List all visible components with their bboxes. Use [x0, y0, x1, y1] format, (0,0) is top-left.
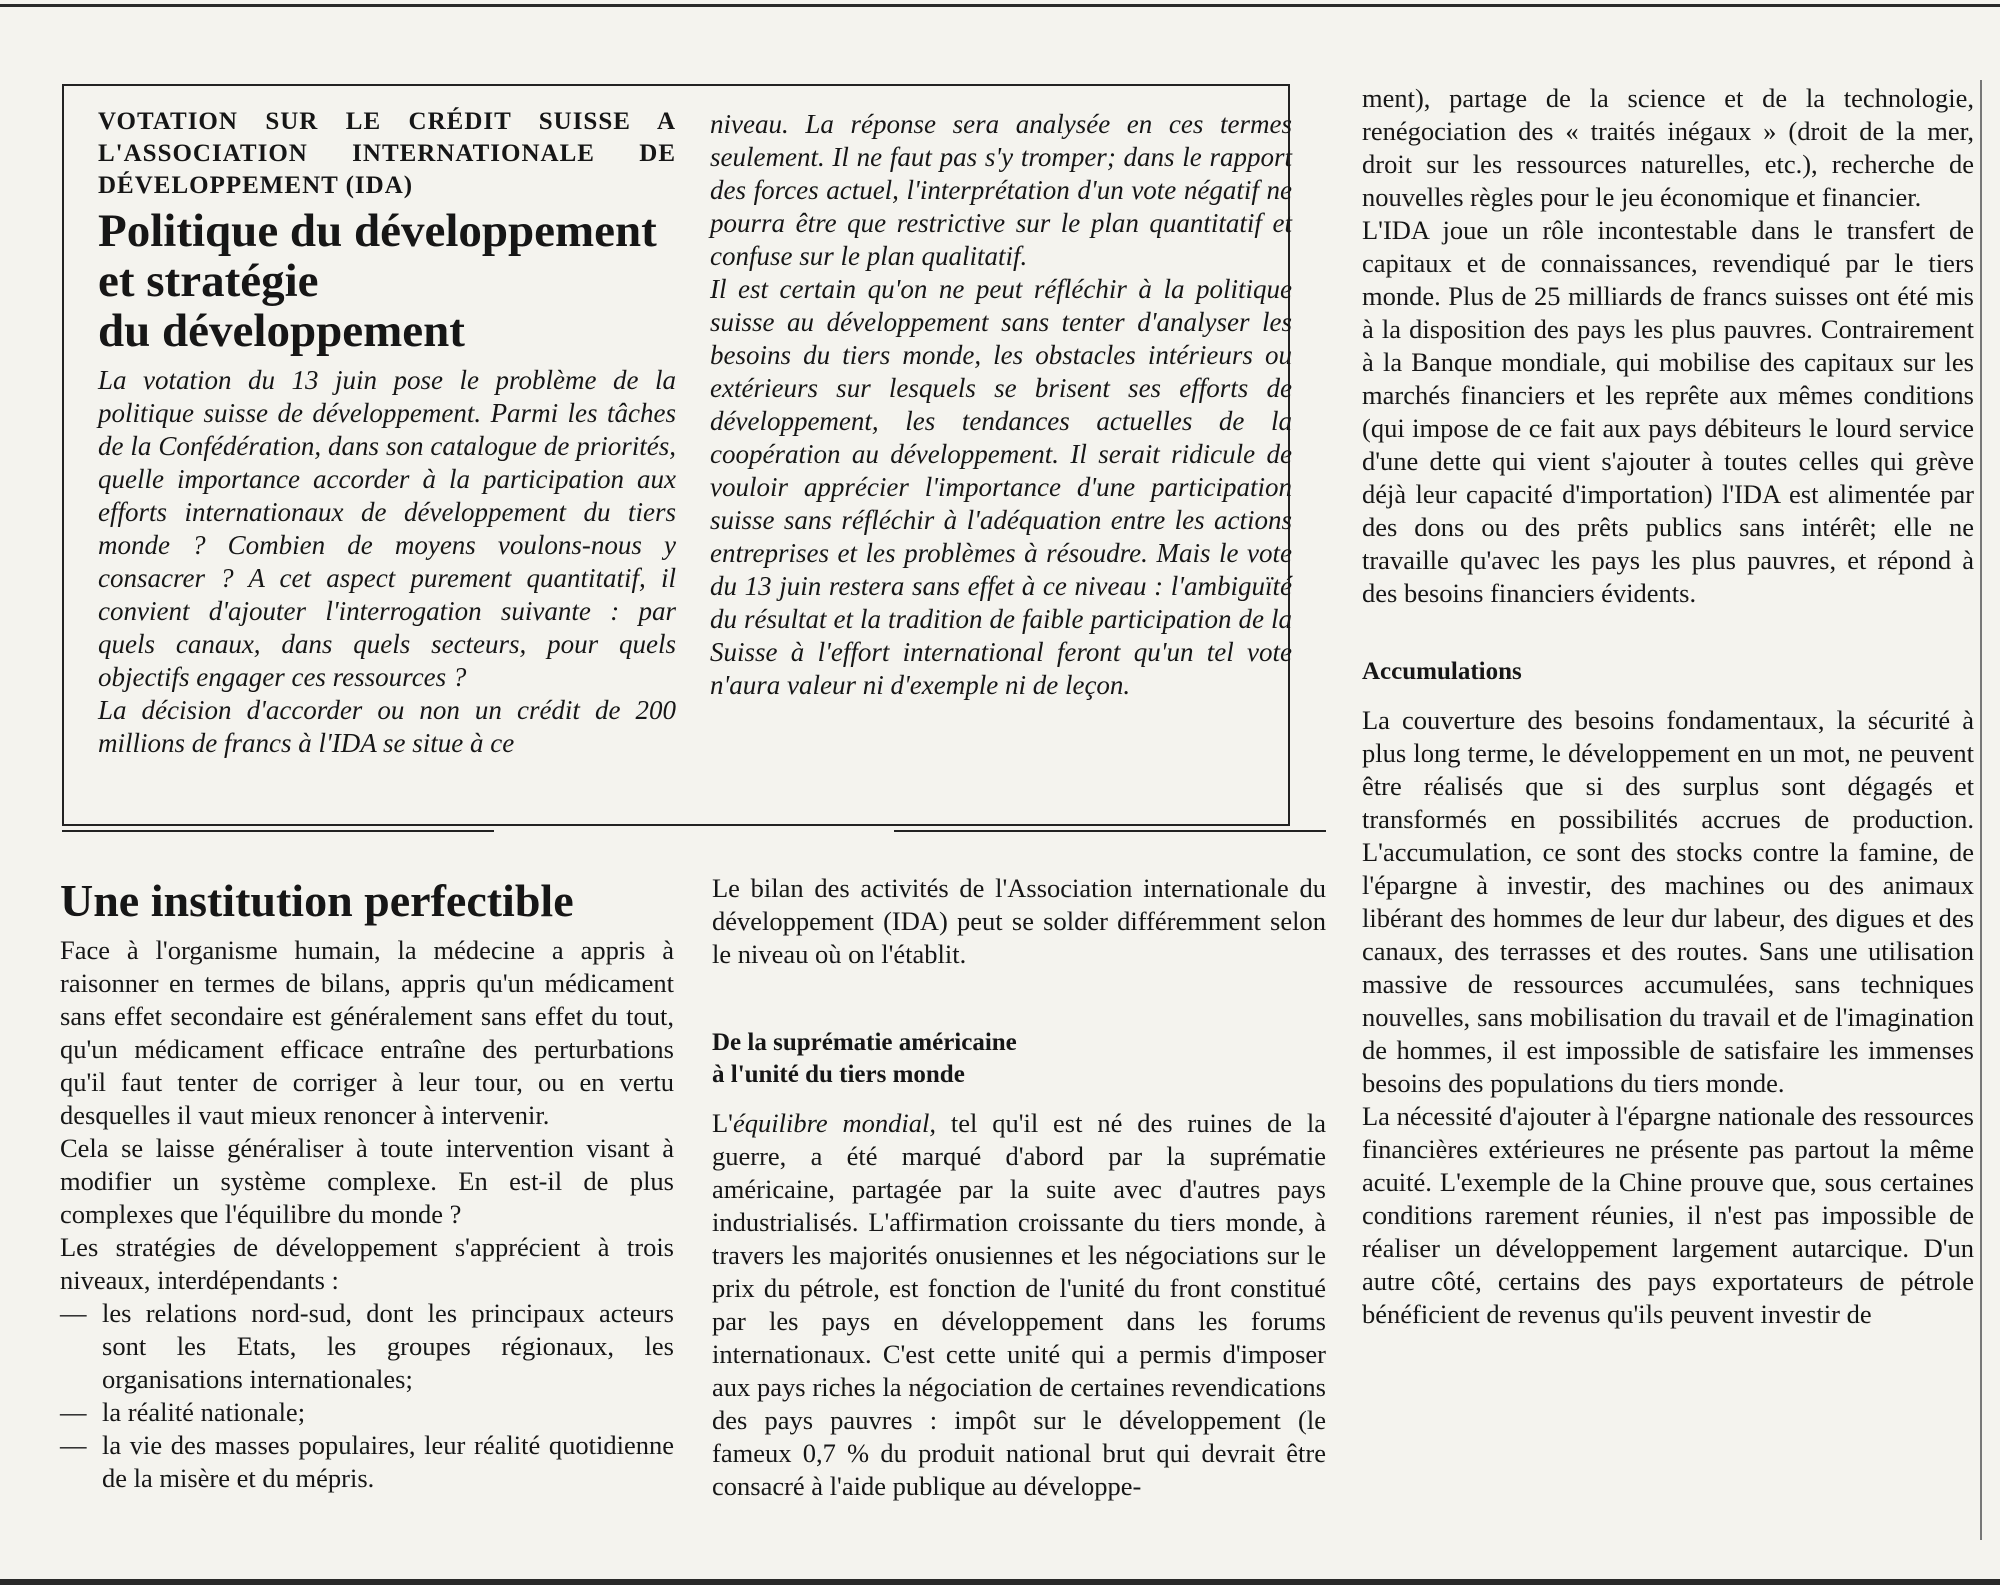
kicker: VOTATION SUR LE CRÉDIT SUISSE A L'ASSOCIATION INTERNATIONALE DE DÉVELOPPEMENT (IDA) [98, 108, 676, 199]
list-item-text: les relations nord-sud, dont les principaux acteurs sont les Etats, les groupes régionaux, les organisations internationales; [102, 1298, 674, 1394]
right-paragraph-3: La couverture des besoins fondamentaux, la sécurité à plus long terme, le développement en un mot, ne peuvent être réalisés que si des surplus sont dégagés et transformés en possibilités accrues de production. L'accumulation, ce sont des stocks contre la famine, de l'épargne à investir, des machines ou des animaux libérant des hommes de leur dur labeur, des digues et des canaux, des terrasses et des routes. Sans une utilisation massive de ressources accumulées, sans techniques nouvelles, sans mobilisation du travail et de l'imagination de hommes, il est impossible de satisfaire les immenses besoins des populations du tiers monde. [1362, 705, 1974, 1098]
right-paragraph-4: La nécessité d'ajouter à l'épargne nationale des ressources financières extérieures ne présente pas partout la même acuité. L'exemple de la Chine prouve que, sous certaines conditions rarement réunies, il n'est pas impossible de réaliser un développement largement autarcique. D'un autre côté, certains des pays exportateurs de pétrole bénéficient de revenus qu'ils peuvent investir de [1362, 1101, 1974, 1329]
list-item [60, 1429, 674, 1495]
box-title-line-3: du développement [98, 305, 465, 357]
article-title: Une institution perfectible [60, 875, 574, 926]
intro-column-2 [710, 108, 1292, 702]
article-column-2 [712, 872, 1326, 1503]
intro-paragraph-1: La votation du 13 juin pose le problème de la politique suisse de développement. Parmi les tâches de la Confédération, dans son catalogue de priorités, quelle importance accorder à la participation aux efforts internationaux de développement du tiers monde ? Combien de moyens voulons-nous y consacrer ? A cet aspect purement quantitatif, il convient d'ajouter l'interrogation suivante : par quels canaux, dans quels secteurs, pour quels objectifs engager ces ressources ? [98, 365, 676, 692]
subheading-line-1: De la suprématie américaine [712, 1029, 1017, 1056]
intro-paragraph-2: La décision d'accorder ou non un crédit de 200 millions de francs à l'IDA se situe à ce [98, 695, 676, 758]
article-paragraph-3: Les stratégies de développement s'apprécient à trois niveaux, interdépendants : [60, 1232, 674, 1295]
text-rest: tel qu'il est né des ruines de la guerre, a été marqué d'abord par la suprématie américaine, partagée par la suite avec d'autres pays industrialisés. L'affirmation croissante du tiers monde, à travers les majorités onusiennes et les négociations sur le prix du pétrole, est fonction de l'unité du front constitué par les pays en développement dans les forums internationaux. C'est cette unité qui a permis d'imposer aux pays riches la négociation de certaines revendications des pays pauvres : impôt sur le développement (le fameux 0,7 % du produit national brut qui devrait être consacré à l'aide publique au développe- [712, 1108, 1326, 1501]
emphasis-text: équilibre mondial, [732, 1108, 936, 1138]
separator-left [62, 830, 494, 832]
box-title [98, 206, 676, 356]
separator-right [894, 830, 1326, 832]
box-title-line-2: et stratégie [98, 255, 319, 307]
subheading-line-2: à l'unité du tiers monde [712, 1061, 965, 1088]
right-column [1362, 82, 1974, 1331]
top-rule [0, 4, 2000, 7]
intro-paragraph-3: niveau. La réponse sera analysée en ces termes seulement. Il ne faut pas s'y tromper; dans le rapport des forces actuel, l'interprétation d'un vote négatif ne pourra être que restrictive sur le plan quantitatif et confuse sur le plan qualitatif. [710, 109, 1292, 271]
article-paragraph-1: Face à l'organisme humain, la médecine a appris à raisonner en termes de bilans, appris qu'un médicament sans effet secondaire est généralement sans effet du tout, qu'un médicament efficace entraîne des perturbations qu'il faut tenter de corriger à leur tour, ou en vertu desquelles il vaut mieux renoncer à intervenir. [60, 935, 674, 1130]
dash-mark: — [60, 1397, 87, 1427]
list-item [60, 1297, 674, 1396]
dash-mark: — [60, 1298, 87, 1328]
list-item-text: la réalité nationale; [102, 1397, 306, 1427]
right-paragraph-1: ment), partage de la science et de la technologie, renégociation des « traités inégaux » (droit de la mer, droit sur les ressources naturelles, etc.), recherche de nouvelles règles pour le jeu économique et financier. [1362, 83, 1974, 212]
subheading [712, 1027, 1326, 1091]
intro-column-1 [98, 106, 676, 760]
levels-list [60, 1297, 674, 1495]
list-item [60, 1396, 674, 1429]
article-column-1 [60, 874, 674, 1495]
dash-mark: — [60, 1430, 87, 1460]
article-paragraph-4: Le bilan des activités de l'Association internationale du développement (IDA) peut se solder différemment selon le niveau où on l'établit. [712, 873, 1326, 969]
right-paragraph-2: L'IDA joue un rôle incontestable dans le transfert de capitaux et de connaissances, revendiqué par le tiers monde. Plus de 25 milliards de francs suisses ont été mis à la disposition des pays les plus pauvres. Contrairement à la Banque mondiale, qui mobilise des capitaux sur les marchés financiers et les reprête aux mêmes conditions (qui impose de ce fait aux pays débiteurs le lourd service d'une dette qui vient s'ajouter à toutes celles qui grève déjà leur capacité d'importation) l'IDA est alimentée par des dons ou des prêts publics sans intérêt; elle ne travaille qu'avec les pays les plus pauvres, et répond à des besoins financiers évidents. [1362, 215, 1974, 608]
text-lead: L' [712, 1108, 733, 1138]
list-item-text: la vie des masses populaires, leur réalité quotidienne de la misère et du mépris. [102, 1430, 674, 1493]
right-margin-rule [1980, 80, 1982, 1540]
intro-paragraph-4: Il est certain qu'on ne peut réfléchir à la politique suisse au développement sans tenter d'analyser les besoins du tiers monde, les obstacles intérieurs ou extérieurs sur lesquels se brisent ses efforts de développement, les tendances actuelles de la coopération au développement. Il serait ridicule de vouloir apprécier l'importance d'une participation suisse sans réfléchir à l'adéquation entre les actions entreprises et les problèmes à résoudre. Mais le vote du 13 juin restera sans effet à ce niveau : l'ambiguïté du résultat et la tradition de faible participation de la Suisse à l'effort international feront qu'un tel vote n'aura valeur ni d'exemple ni de leçon. [710, 274, 1292, 700]
box-title-line-1: Politique du développement [98, 205, 657, 257]
article-paragraph-2: Cela se laisse généraliser à toute intervention visant à modifier un système complexe. En est-il de plus complexes que l'équilibre du monde ? [60, 1133, 674, 1229]
section-heading-accumulations: Accumulations [1362, 658, 1522, 685]
article-paragraph-5 [712, 1107, 1326, 1503]
bottom-rule [0, 1579, 2000, 1585]
